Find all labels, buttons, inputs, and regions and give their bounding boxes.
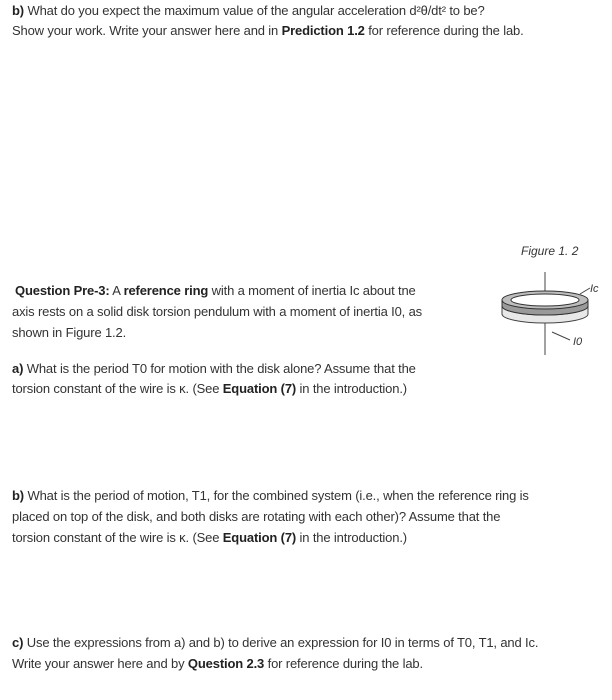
part-b-line3 — [12, 529, 407, 546]
question-pre3-title: Question Pre-3: — [15, 283, 110, 298]
question-ref: Question 2.3 — [187, 656, 265, 671]
question-pre3-line1 — [15, 282, 416, 299]
prev-part-b-line2-pre: Show your work. Write your answer here and in — [12, 23, 282, 38]
part-c-l2-post: for reference during the lab. — [264, 656, 423, 671]
question-pre3-line3: shown in Figure 1.2. — [12, 325, 127, 340]
part-c-line1 — [12, 634, 538, 651]
part-a-l2-pre: torsion constant of the wire is κ. (See — [12, 381, 223, 396]
prev-part-b-label: b) — [12, 3, 24, 18]
prediction-ref: Prediction 1.2 — [281, 23, 365, 38]
prev-part-b-line2 — [12, 22, 524, 39]
part-a-l2-post: in the introduction.) — [296, 381, 407, 396]
part-b-l3-pre: torsion constant of the wire is κ. (See — [12, 530, 223, 545]
part-b-label: b) — [12, 488, 24, 503]
reference-ring-term: reference ring — [123, 283, 209, 298]
part-b-l3-post: in the introduction.) — [296, 530, 407, 545]
part-a-text: What is the period T0 for motion with the disk alone? Assume that the — [26, 361, 416, 376]
part-b-text: What is the period of motion, T1, for the combined system (i.e., when the reference ring is — [27, 488, 529, 503]
equation-ref: Equation (7) — [222, 381, 297, 396]
part-c-l2-pre: Write your answer here and by — [12, 656, 188, 671]
prev-part-b-line1 — [12, 2, 485, 19]
equation-ref: Equation (7) — [222, 530, 297, 545]
part-a-line1 — [12, 360, 416, 377]
part-c-line2 — [12, 655, 423, 672]
figure-caption: Figure 1. 2 — [521, 244, 579, 258]
part-b-line1 — [12, 487, 529, 504]
part-c-label: c) — [12, 635, 24, 650]
io-label: I0 — [573, 336, 583, 348]
part-a-line2 — [12, 380, 407, 397]
prev-part-b-line2-post: for reference during the lab. — [364, 23, 524, 38]
torsion-pendulum-figure — [490, 270, 600, 360]
prev-part-b-text: What do you expect the maximum value of the angular acceleration d²θ/dt² to be? — [27, 3, 485, 18]
part-b-line2: placed on top of the disk, and both disks are rotating with each other)? Assume that the — [12, 509, 501, 524]
question-pre3-l1b: with a moment of inertia Ic about tne — [208, 283, 416, 298]
question-pre3-line2: axis rests on a solid disk torsion pendulum with a moment of inertia I0, as — [12, 304, 423, 319]
question-pre3-l1a: A — [109, 283, 124, 298]
ic-label: Ic — [590, 283, 599, 295]
part-a-label: a) — [12, 361, 24, 376]
part-c-text: Use the expressions from a) and b) to derive an expression for I0 in terms of T0, T1, and Ic. — [26, 635, 539, 650]
